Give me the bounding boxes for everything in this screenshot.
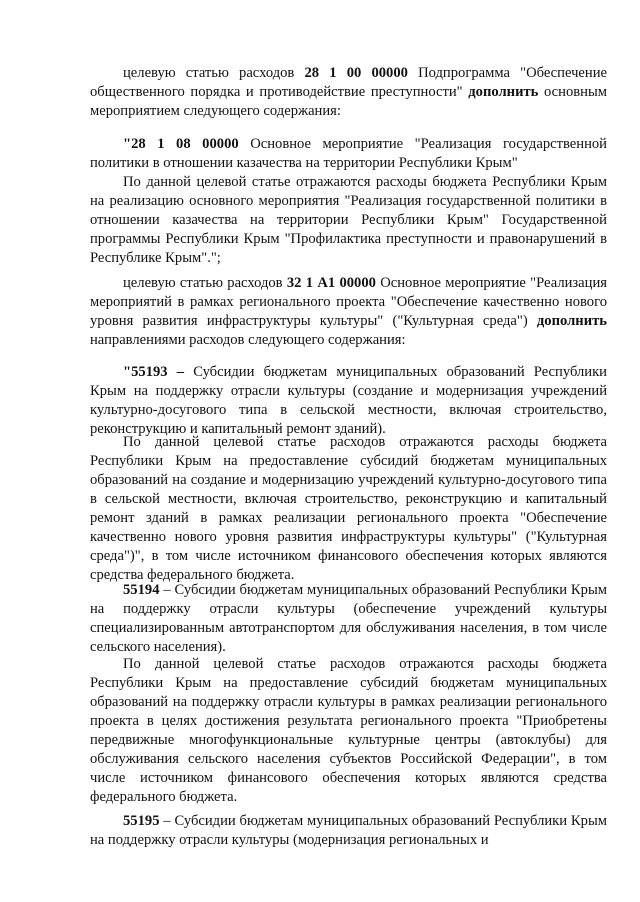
- paragraph-program-28: [90, 64, 607, 121]
- action-word: дополнить: [468, 84, 539, 100]
- paragraph-text: По данной целевой статье расходов отражаются расходы бюджета Республики Крым на предоставление субсидий бюджетам муниципальных образований на создание и модернизацию учреждений культурно-досугового типа в сельской местности, включая строительство, реконструкцию и капитальный ремонт зданий в рамках реализации регионального проекта "Обеспечение качественно нового уровня развития инфраструктуры культуры" ("Культурная среда")", в том числе источником финансового обеспечения которых являются средства федерального бюджета.: [90, 434, 607, 583]
- code-28-1-08: "28 1 08 00000: [123, 136, 239, 152]
- paragraph-text: По данной целевой статье расходов отражаются расходы бюджета Республики Крым на предоставление субсидий бюджетам муниципальных образований на поддержку отрасли культуры в рамках реализации регионального проекта в целях достижения результата регионального проекта "Приобретены передвижные многофункциональные культурные центры (автоклубы) для обслуживания сельского населения субъектов Российской Федерации", в том числе источником финансового обеспечения которых являются средства федерального бюджета.: [90, 656, 607, 805]
- paragraph-text: – Субсидии бюджетам муниципальных образований Республики Крым на поддержку отрасли культуры (модернизация региональных и: [90, 813, 607, 848]
- code-55194: 55194: [123, 582, 160, 598]
- paragraph-program-32: [90, 274, 607, 350]
- paragraph-tail: основным мероприятием следующего содержания:: [90, 84, 607, 119]
- paragraph-text: По данной целевой статье отражаются расходы бюджета Республики Крым на реализацию основного мероприятия "Реализация государственной политики в отношении казачества на территории Республики Крым" Государственной программы Республики Крым "Профилактика преступности и правонарушений в Республике Крым".";: [90, 174, 607, 266]
- paragraph-text: Основное мероприятие "Реализация государственной политики в отношении казачества на территории Республики Крым": [90, 136, 607, 171]
- paragraph-55193: [90, 363, 607, 439]
- paragraph-55194-description: [90, 655, 607, 807]
- code-55193: "55193 –: [123, 364, 185, 380]
- paragraph-intro: целевую статью расходов: [123, 275, 287, 291]
- paragraph-tail: направлениями расходов следующего содержания:: [90, 332, 406, 348]
- code-55195: 55195: [123, 813, 160, 829]
- paragraph-text: Субсидии бюджетам муниципальных образований Республики Крым на поддержку отрасли культуры (создание и модернизация учреждений культурно-досугового типа в сельской местности, включая строительство, реконструкцию и капитальный ремонт зданий).: [90, 364, 607, 437]
- paragraph-measure-28-1-08: [90, 135, 607, 173]
- action-word: дополнить: [536, 313, 607, 329]
- paragraph-55194: [90, 581, 607, 657]
- paragraph-text: Подпрограмма "Обеспечение общественного порядка и противодействие преступности": [90, 65, 607, 100]
- code-32-1-a1: 32 1 А1 00000: [286, 275, 376, 291]
- paragraph-55195: [90, 812, 607, 850]
- paragraph-cossack-description: [90, 173, 607, 268]
- paragraph-intro: целевую статью расходов: [123, 65, 305, 81]
- paragraph-text: Основное мероприятие "Реализация мероприятий в рамках регионального проекта "Обеспечение качественно нового уровня развития инфраструктуры культуры" ("Культурная среда"): [90, 275, 607, 329]
- paragraph-text: – Субсидии бюджетам муниципальных образований Республики Крым на поддержку отрасли культуры (обеспечение учреждений культуры специализированным автотранспортом для обслуживания населения, в том числе сельского населения).: [90, 582, 607, 655]
- paragraph-55193-description: [90, 433, 607, 585]
- code-28-1-00: 28 1 00 00000: [304, 65, 408, 81]
